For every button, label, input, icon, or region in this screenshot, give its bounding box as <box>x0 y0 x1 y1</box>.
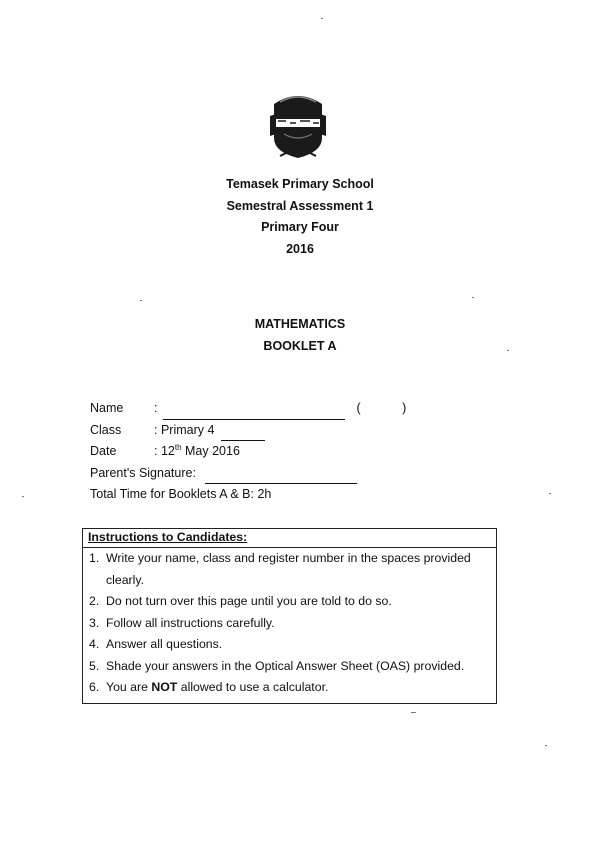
instruction-item: 6. You are NOT allowed to use a calculator. <box>89 680 329 694</box>
school-name: Temasek Primary School <box>226 177 374 191</box>
register-paren-close: ) <box>402 401 407 415</box>
date-value: : 12th May 2016 <box>154 442 240 458</box>
school-crest-logo <box>266 90 330 160</box>
date-label: Date <box>90 444 117 458</box>
class-value: : Primary 4 <box>154 422 215 437</box>
instruction-item: 2. Do not turn over this page until you are told to do so. <box>89 594 392 608</box>
instruction-item: 5. Shade your answers in the Optical Answer Sheet (OAS) provided. <box>89 658 465 673</box>
scan-speck <box>507 350 509 351</box>
school-header <box>0 174 600 260</box>
instructions-list <box>89 548 492 699</box>
assessment-title: Semestral Assessment 1 <box>226 198 374 213</box>
signature-label: Parent's Signature: <box>90 465 196 480</box>
subject-title: MATHEMATICS <box>254 317 346 331</box>
paper-title <box>0 314 600 357</box>
instructions-title: Instructions to Candidates: <box>88 530 248 544</box>
scan-speck <box>140 300 142 301</box>
scan-speck <box>549 493 551 494</box>
name-field[interactable] <box>163 405 345 420</box>
class-label: Class <box>90 422 122 437</box>
scan-speck <box>22 496 24 497</box>
instruction-item: 3. Follow all instructions carefully. <box>89 615 275 630</box>
scan-speck <box>472 297 474 298</box>
booklet-title: BOOKLET A <box>263 338 337 353</box>
name-colon: : <box>154 401 158 415</box>
scan-speck <box>321 18 323 19</box>
register-paren-open: ( <box>356 401 361 415</box>
instruction-item: 1. Write your name, class and register number in the spaces provided clearly. <box>89 551 471 587</box>
instruction-item: 4. Answer all questions. <box>89 637 223 651</box>
scan-speck <box>411 712 416 713</box>
grade-level: Primary Four <box>261 220 339 234</box>
instructions-box <box>82 528 497 704</box>
class-field[interactable] <box>221 426 265 441</box>
exam-year: 2016 <box>286 241 314 256</box>
name-label: Name <box>90 401 124 415</box>
scan-speck <box>545 745 547 746</box>
signature-field[interactable] <box>205 469 357 484</box>
total-time-text: Total Time for Booklets A & B: 2h <box>90 487 272 501</box>
